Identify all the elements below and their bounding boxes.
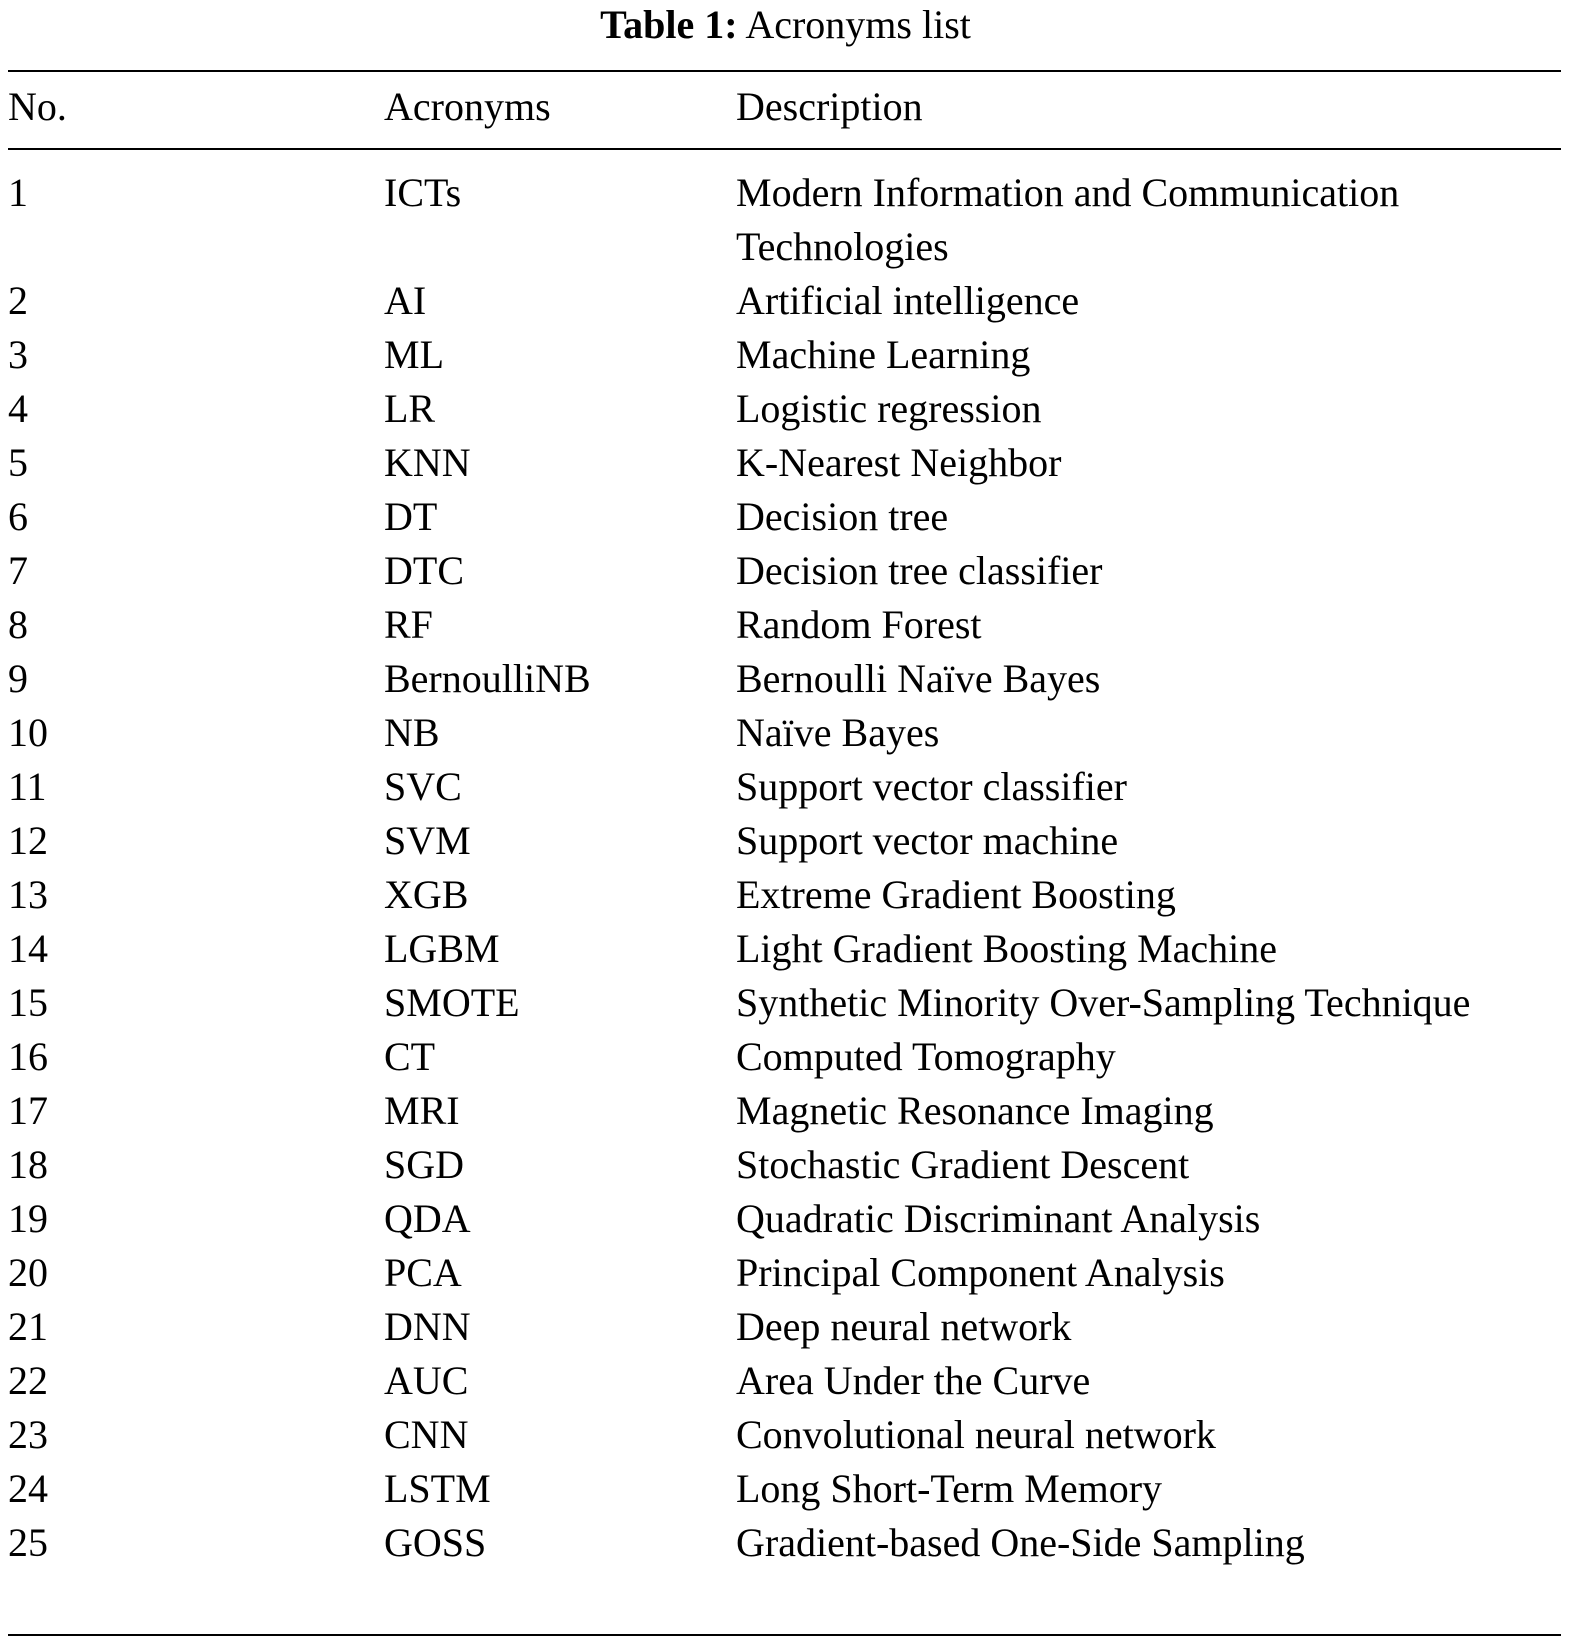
cell-no: 5 (8, 440, 28, 485)
cell-acronym: DNN (384, 1304, 471, 1349)
cell-no: 10 (8, 710, 48, 755)
cell-acronym: AI (384, 278, 427, 323)
cell-description: Deep neural network (736, 1304, 1072, 1349)
cell-no: 7 (8, 548, 28, 593)
cell-description: Light Gradient Boosting Machine (736, 926, 1278, 971)
cell-acronym: CT (384, 1034, 436, 1079)
table-caption (0, 0, 1571, 52)
cell-acronym: LGBM (384, 926, 500, 971)
cell-no: 22 (8, 1358, 48, 1403)
cell-no: 11 (8, 764, 47, 809)
cell-acronym: CNN (384, 1412, 469, 1457)
table-row (0, 382, 1571, 436)
table-row (0, 652, 1571, 706)
cell-no: 18 (8, 1142, 48, 1187)
cell-description: Computed Tomography (736, 1034, 1116, 1079)
cell-acronym: PCA (384, 1250, 462, 1295)
cell-acronym: LR (384, 386, 436, 431)
cell-acronym: QDA (384, 1196, 471, 1241)
cell-no: 13 (8, 872, 48, 917)
table-row (0, 976, 1571, 1030)
table-row (0, 1138, 1571, 1192)
table-row (0, 166, 1571, 274)
cell-no: 12 (8, 818, 48, 863)
table-row (0, 1516, 1571, 1570)
cell-description: Extreme Gradient Boosting (736, 872, 1176, 917)
cell-description: Convolutional neural network (736, 1412, 1216, 1457)
cell-acronym: DTC (384, 548, 464, 593)
table-row (0, 922, 1571, 976)
cell-description: Bernoulli Naïve Bayes (736, 656, 1101, 701)
cell-no: 1 (8, 170, 28, 215)
column-header-no: No. (8, 84, 67, 129)
table-row (0, 544, 1571, 598)
table-header-rule (8, 148, 1561, 150)
cell-description: Magnetic Resonance Imaging (736, 1088, 1214, 1133)
cell-description: Artificial intelligence (736, 278, 1080, 323)
table-row (0, 1084, 1571, 1138)
cell-no: 15 (8, 980, 48, 1025)
cell-no: 4 (8, 386, 28, 431)
cell-acronym: SMOTE (384, 980, 520, 1025)
table-row (0, 490, 1571, 544)
table-body (0, 166, 1571, 1570)
cell-description: Stochastic Gradient Descent (736, 1142, 1190, 1187)
cell-no: 20 (8, 1250, 48, 1295)
cell-description: Quadratic Discriminant Analysis (736, 1196, 1261, 1241)
table-caption-label: Table 1: (600, 2, 738, 47)
cell-description: Area Under the Curve (736, 1358, 1091, 1403)
cell-no: 23 (8, 1412, 48, 1457)
cell-no: 19 (8, 1196, 48, 1241)
cell-acronym: NB (384, 710, 440, 755)
table-row (0, 598, 1571, 652)
table-row (0, 1300, 1571, 1354)
cell-no: 2 (8, 278, 28, 323)
cell-no: 17 (8, 1088, 48, 1133)
cell-acronym: KNN (384, 440, 471, 485)
cell-no: 21 (8, 1304, 48, 1349)
cell-acronym: SVM (384, 818, 471, 863)
cell-description: Decision tree classifier (736, 548, 1103, 593)
table-row (0, 1030, 1571, 1084)
cell-no: 6 (8, 494, 28, 539)
table-row (0, 760, 1571, 814)
cell-description: Support vector classifier (736, 764, 1127, 809)
cell-acronym: ML (384, 332, 444, 377)
table-row (0, 1408, 1571, 1462)
cell-no: 25 (8, 1520, 48, 1565)
table-caption-title: Acronyms list (745, 2, 971, 47)
cell-description: Modern Information and Communication Technologies (736, 170, 1400, 269)
table-row (0, 1462, 1571, 1516)
cell-description: K-Nearest Neighbor (736, 440, 1062, 485)
table-row (0, 868, 1571, 922)
cell-description: Decision tree (736, 494, 949, 539)
table-row (0, 1246, 1571, 1300)
table-row (0, 1192, 1571, 1246)
table-row (0, 436, 1571, 490)
cell-acronym: SGD (384, 1142, 465, 1187)
cell-description: Logistic regression (736, 386, 1042, 431)
cell-acronym: XGB (384, 872, 469, 917)
table-row (0, 1354, 1571, 1408)
cell-description: Naïve Bayes (736, 710, 940, 755)
table-header-row (0, 80, 1571, 134)
cell-no: 3 (8, 332, 28, 377)
table-row (0, 328, 1571, 382)
cell-acronym: GOSS (384, 1520, 487, 1565)
cell-acronym: RF (384, 602, 433, 647)
cell-no: 24 (8, 1466, 48, 1511)
table-row (0, 706, 1571, 760)
cell-description: Support vector machine (736, 818, 1119, 863)
cell-acronym: AUC (384, 1358, 469, 1403)
cell-no: 16 (8, 1034, 48, 1079)
cell-acronym: BernoulliNB (384, 656, 591, 701)
cell-acronym: LSTM (384, 1466, 491, 1511)
cell-description: Long Short-Term Memory (736, 1466, 1163, 1511)
cell-description: Machine Learning (736, 332, 1031, 377)
cell-description: Synthetic Minority Over-Sampling Technique (736, 980, 1471, 1025)
cell-no: 9 (8, 656, 28, 701)
column-header-description: Description (736, 84, 923, 129)
table-row (0, 814, 1571, 868)
table-bottom-rule (8, 1634, 1561, 1636)
cell-description: Principal Component Analysis (736, 1250, 1225, 1295)
cell-acronym: DT (384, 494, 438, 539)
cell-no: 14 (8, 926, 48, 971)
cell-description: Random Forest (736, 602, 982, 647)
cell-no: 8 (8, 602, 28, 647)
cell-acronym: MRI (384, 1088, 460, 1133)
column-header-acronyms: Acronyms (384, 84, 551, 129)
cell-description: Gradient-based One-Side Sampling (736, 1520, 1305, 1565)
cell-acronym: ICTs (384, 170, 462, 215)
table-top-rule (8, 70, 1561, 72)
table-row (0, 274, 1571, 328)
cell-acronym: SVC (384, 764, 462, 809)
